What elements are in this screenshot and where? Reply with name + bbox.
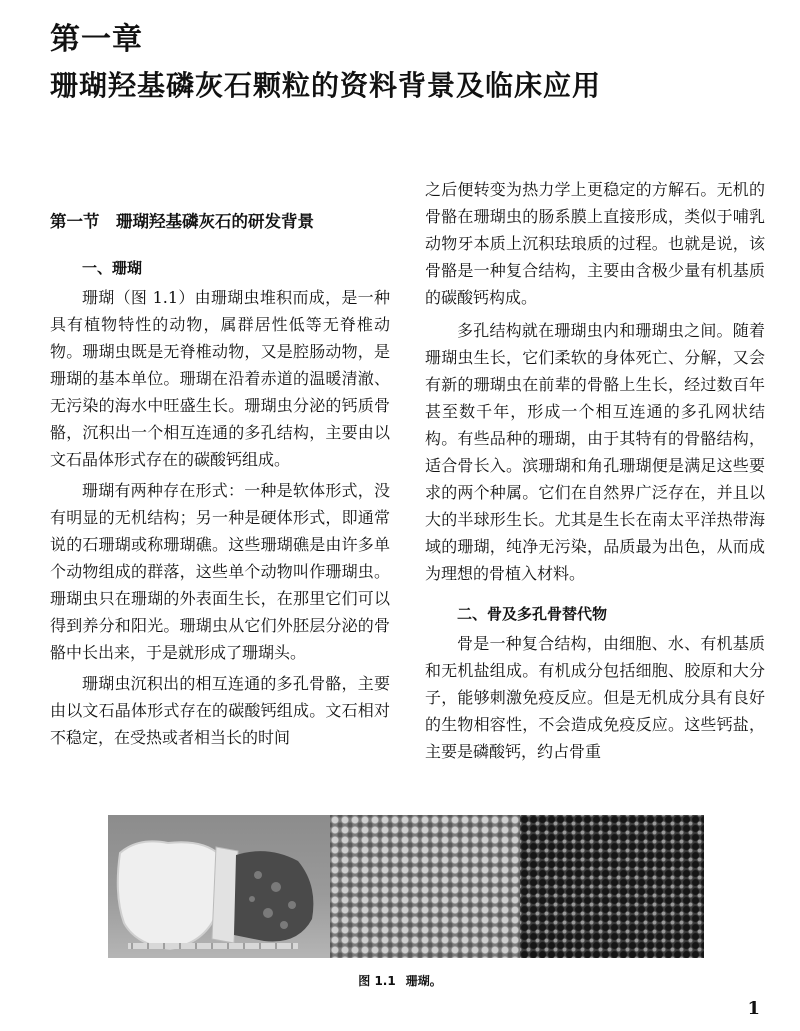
paragraph-continued: 之后便转变为热力学上更稳定的方解石。无机的骨骼在珊瑚虫的肠系膜上直接形成，类似于哺乳动物牙本质上沉积珐琅质的过程。也就是说，该骨骼是一种复合结构，主要由含极少量有机基质的碳酸钙构成。 (425, 180, 765, 307)
coral-specimen-image (108, 815, 330, 958)
subsection-title-bone: 二、骨及多孔骨替代物 (457, 605, 608, 623)
paragraph: 多孔结构就在珊瑚虫内和珊瑚虫之间。随着珊瑚虫生长，它们柔软的身体死亡、分解，又会有新的珊瑚虫在前辈的骨骼上生长，经过数百年甚至数千年，形成一个相互连通的多孔网状结构。有些品种的珊瑚，由于其特有的骨骼结构，适合骨长入。滨珊瑚和角孔珊瑚便是满足这些要求的两个种属。它们在自然界广泛存在，并且以大的半球形生长。尤其是生长在南太平洋热带海域的珊瑚，纯净无污染，品质最为出色，从而成为理想的骨植入材料。 (425, 321, 765, 583)
figure-caption-text: 珊瑚。 (405, 974, 442, 988)
coral-sem-image (520, 815, 704, 958)
subsection-title-coral: 一、珊瑚 (82, 259, 143, 277)
left-column (50, 208, 390, 757)
section-title: 第一节 珊瑚羟基磷灰石的研发背景 (50, 212, 314, 231)
page-number: 1 (747, 998, 760, 1019)
chapter-heading: 第一章 (50, 22, 143, 57)
paragraph: 珊瑚虫沉积出的相互连通的多孔骨骼，主要由以文石晶体形式存在的碳酸钙组成。文石相对不稳定，在受热或者相当长的时间 (50, 674, 390, 747)
paragraph: 珊瑚有两种存在形式：一种是软体形式，没有明显的无机结构；另一种是硬体形式，即通常说的石珊瑚或称珊瑚礁。这些珊瑚礁是由许多单个动物组成的群落，这些单个动物叫作珊瑚虫。珊瑚虫只在珊瑚的外表面生长，在那里它们可以得到养分和阳光。珊瑚虫从它们外胚层分泌的骨骼中长出来，于是就形成了珊瑚头。 (50, 481, 390, 662)
figure-label: 图 1.1 (358, 974, 396, 988)
paragraph: 珊瑚（图 1.1）由珊瑚虫堆积而成，是一种具有植物特性的动物，属群居性低等无脊椎动物。珊瑚虫既是无脊椎动物，又是腔肠动物，是珊瑚的基本单位。珊瑚在沿着赤道的温暖清澈、无污染的海水中旺盛生长。珊瑚虫分泌的钙质骨骼，沉积出一个相互连通的多孔结构，主要由以文石晶体形式存在的碳酸钙组成。 (50, 288, 390, 469)
figure-caption (0, 972, 800, 989)
coral-photo (108, 815, 704, 958)
chapter-title: 珊瑚羟基磷灰石颗粒的资料背景及临床应用 (50, 69, 602, 102)
paragraph: 骨是一种复合结构，由细胞、水、有机基质和无机盐组成。有机成分包括细胞、胶原和大分子，能够刺激免疫反应。但是无机成分具有良好的生物相容性，不会造成免疫反应。这些钙盐，主要是磷酸钙，约占骨重 (425, 634, 765, 761)
right-column (425, 176, 765, 771)
coral-micro-image (330, 815, 520, 958)
